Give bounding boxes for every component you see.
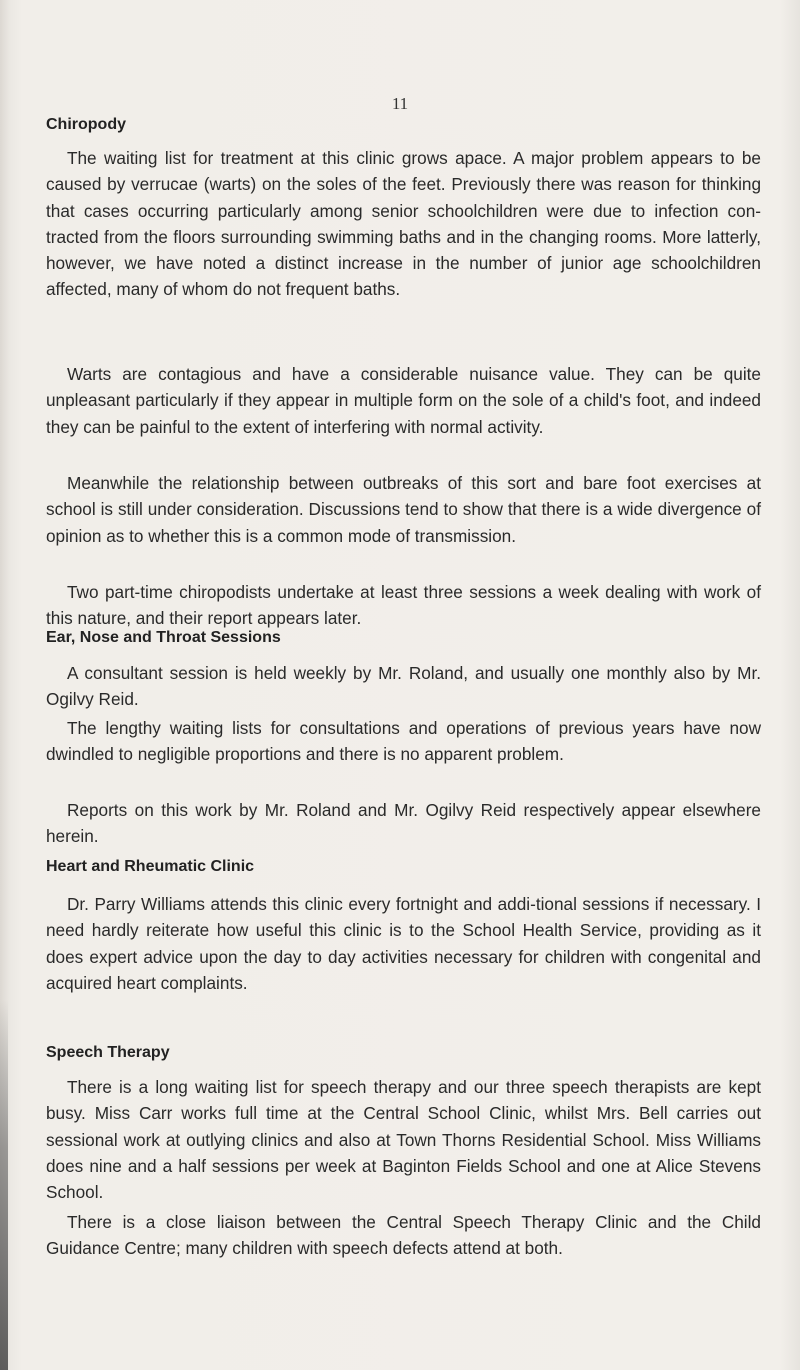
chiropody-paragraph-2: Warts are contagious and have a considerable nuisance value. They can be quite unpleasant particularly if they appear in multiple form on the sole of a child's foot, and indeed they can be painful to the extent of interfering with normal activity. [46, 364, 761, 437]
chiropody-paragraph-3: Meanwhile the relationship between outbreaks of this sort and bare foot exercises at school is still under consideration. Discussions tend to show that there is a wide divergence of opinion as to whether this is a common mode of transmission. [46, 473, 761, 546]
page-number: 11 [391, 94, 409, 113]
chiropody-paragraph-1: The waiting list for treatment at this clinic grows apace. A major problem appears to be caused by verrucae (warts) on the soles of the feet. Previously there was reason for thinking that cases occurring particularly among senior schoolchildren were due to infection con-tracted from the floors surrounding swimming baths and in the changing rooms. More latterly, however, we have noted a distinct increase in the number of junior age schoolchildren affected, many of whom do not frequent baths. [46, 148, 761, 300]
section-heading-speech: Speech Therapy [46, 1044, 170, 1061]
ent-paragraph-2: The lengthy waiting lists for consultations and operations of previous years have now dwindled to negligible proportions and there is no apparent problem. [46, 718, 761, 765]
heart-paragraph-1: Dr. Parry Williams attends this clinic every fortnight and addi-tional sessions if necessary. I need hardly reiterate how useful this clinic is to the School Health Service, providing as it does expert advice upon the day to day activities necessary for children with congenital and acquired heart complaints. [46, 894, 761, 993]
page-edge-shadow [0, 1000, 8, 1370]
speech-paragraph-2: There is a close liaison between the Central Speech Therapy Clinic and the Child Guidance Centre; many children with speech defects attend at both. [46, 1212, 761, 1259]
section-heading-heart: Heart and Rheumatic Clinic [46, 858, 255, 875]
chiropody-paragraph-4: Two part-time chiropodists undertake at least three sessions a week dealing with work of this nature, and their report appears later. [46, 582, 761, 629]
section-heading-ent: Ear, Nose and Throat Sessions [46, 629, 281, 646]
ent-paragraph-3: Reports on this work by Mr. Roland and Mr. Ogilvy Reid respectively appear elsewhere herein. [46, 800, 761, 847]
ent-paragraph-1: A consultant session is held weekly by Mr. Roland, and usually one monthly also by Mr. Ogilvy Reid. [46, 663, 761, 710]
section-heading-chiropody: Chiropody [46, 116, 126, 133]
speech-paragraph-1: There is a long waiting list for speech therapy and our three speech therapists are kept busy. Miss Carr works full time at the Central School Clinic, whilst Mrs. Bell carries out sessional work at outlying clinics and also at Town Thorns Residential School. Miss Williams does nine and a half sessions per week at Baginton Fields School and one at Alice Stevens School. [46, 1077, 761, 1203]
